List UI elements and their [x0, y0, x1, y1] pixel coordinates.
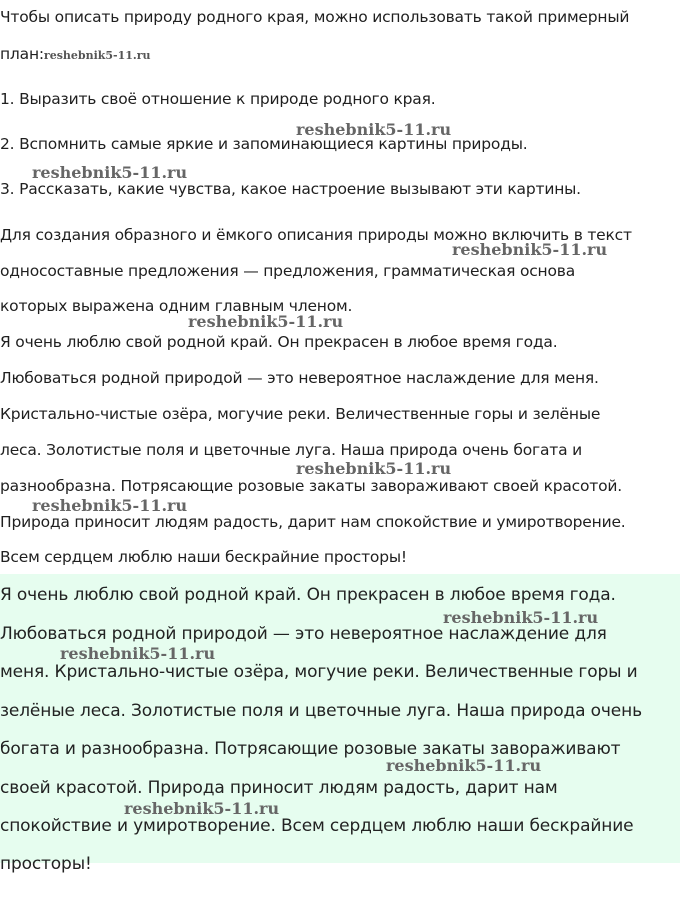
watermark: reshebnik5-11.ru: [188, 312, 344, 331]
intro-line-2: [0, 45, 151, 63]
inline-watermark: reshebnik5-11.ru: [43, 49, 151, 62]
watermark: reshebnik5-11.ru: [296, 459, 452, 478]
plan-item-1: 1. Выразить своё отношение к природе родного края.: [0, 90, 436, 108]
essay-line-3: Кристально-чистые озёра, могучие реки. Величественные горы и зелёные: [0, 405, 601, 423]
advice-line-1: Для создания образного и ёмкого описания природы можно включить в текст: [0, 226, 632, 244]
highlighted-line-7: спокойствие и умиротворение. Всем сердцем люблю наши бескрайние: [0, 816, 634, 836]
highlighted-line-1: Я очень люблю свой родной край. Он прекрасен в любое время года.: [0, 585, 616, 605]
watermark: reshebnik5-11.ru: [386, 756, 542, 775]
plan-item-3: 3. Рассказать, какие чувства, какое настроение вызывают эти картины.: [0, 180, 581, 198]
highlighted-line-8: просторы!: [0, 854, 92, 874]
watermark: reshebnik5-11.ru: [296, 120, 452, 139]
essay-line-7: Всем сердцем люблю наши бескрайние просторы!: [0, 548, 407, 566]
essay-line-5: разнообразна. Потрясающие розовые закаты завораживают своей красотой.: [0, 477, 622, 495]
watermark: reshebnik5-11.ru: [60, 644, 216, 663]
highlighted-line-5: богата и разнообразна. Потрясающие розовые закаты завораживают: [0, 739, 621, 759]
essay-line-6: Природа приносит людям радость, дарит нам спокойствие и умиротворение.: [0, 513, 626, 531]
essay-line-4: леса. Золотистые поля и цветочные луга. Наша природа очень богата и: [0, 441, 583, 459]
intro-line-1: Чтобы описать природу родного края, можно использовать такой примерный: [0, 8, 630, 26]
watermark: reshebnik5-11.ru: [452, 240, 608, 259]
watermark: reshebnik5-11.ru: [32, 163, 188, 182]
essay-line-1: Я очень люблю свой родной край. Он прекрасен в любое время года.: [0, 333, 558, 351]
watermark: reshebnik5-11.ru: [443, 608, 599, 627]
plan-item-2: 2. Вспомнить самые яркие и запоминающиеся картины природы.: [0, 135, 528, 153]
watermark: reshebnik5-11.ru: [124, 799, 280, 818]
watermark: reshebnik5-11.ru: [32, 496, 188, 515]
highlighted-line-3: меня. Кристально-чистые озёра, могучие реки. Величественные горы и: [0, 662, 638, 682]
intro-plan-label: план:: [0, 45, 44, 63]
advice-line-3: которых выражена одним главным членом.: [0, 297, 353, 315]
highlighted-line-2: Любоваться родной природой — это невероятное наслаждение для: [0, 624, 607, 644]
advice-line-2: односоставные предложения — предложения, грамматическая основа: [0, 262, 575, 280]
essay-line-2: Любоваться родной природой — это невероятное наслаждение для меня.: [0, 369, 599, 387]
highlighted-line-4: зелёные леса. Золотистые поля и цветочные луга. Наша природа очень: [0, 701, 642, 721]
highlighted-line-6: своей красотой. Природа приносит людям радость, дарит нам: [0, 778, 558, 798]
